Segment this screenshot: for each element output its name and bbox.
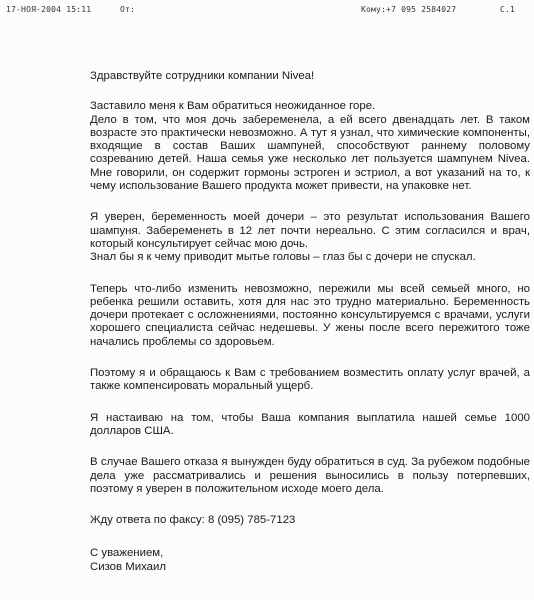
paragraph-2: Я уверен, беременность моей дочери – это результат использования Вашего шампуня. Забеременеть в 12 лет почти нереально. С этим согласился и врач, который консультирует сейчас мою дочь.: [90, 211, 530, 250]
fax-page-number: С.1: [500, 5, 516, 14]
paragraph-6: В случае Вашего отказа я вынужден буду обратиться в суд. За рубежом подобные дела уже рассматривались и решения выносились в пользу потерпевших, поэтому я уверен в положительном исходе моего дела.: [90, 456, 530, 495]
signature: Сизов Михаил: [90, 560, 166, 573]
paragraph-3: Теперь что-либо изменить невозможно, пережили мы всей семьей много, но ребенка решили оставить, хотя для нас это трудно материально. Беременность дочери протекает с осложнениями, постоянно консультируемся с врачами, услуги хорошего специалиста сейчас недешевы. У жены после всего пережитого тоже начались проблемы со здоровьем.: [90, 282, 530, 348]
greeting: Здравствуйте сотрудники компании Nivea!: [90, 70, 315, 82]
paragraph-4: Поэтому я и обращаюсь к Вам с требованием возместить оплату услуг врачей, а также компенсировать моральный ущерб.: [90, 367, 530, 393]
paragraph-intro: Заставило меня к Вам обратиться неожиданное горе.: [90, 100, 376, 113]
paragraph-2-last-line: Знал бы я к чему приводит мытье головы – глаз бы с дочери не спускал.: [90, 251, 476, 264]
paragraph-1: Дело в том, что моя дочь забеременела, а ей всего двенадцать лет. В таком возрасте это практически невозможно. А тут я узнал, что химические компоненты, входящие в состав Ваших шампуней, способствуют раннему половому созреванию детей. Наша семья уже несколько лет пользуется шампунем Nivea. Мне говорили, он содержит гормоны эстроген и эстриол, а вот указаний на то, к чему использование Вашего продукта может привести, на упаковке нет.: [90, 113, 530, 193]
fax-from: От:: [120, 5, 136, 14]
paragraph-5: Я настаиваю на том, чтобы Ваша компания выплатила нашей семье 1000 долларов США.: [90, 411, 530, 437]
letter-body: [90, 70, 530, 574]
closing: С уважением,: [90, 547, 164, 560]
fax-header: [0, 5, 534, 19]
fax-date: 17-НОЯ-2004 15:11: [6, 5, 92, 14]
fax-recipient: Кому:+7 095 2584027: [361, 5, 457, 14]
reply-fax-line: Жду ответа по факсу: 8 (095) 785-7123: [90, 514, 296, 527]
